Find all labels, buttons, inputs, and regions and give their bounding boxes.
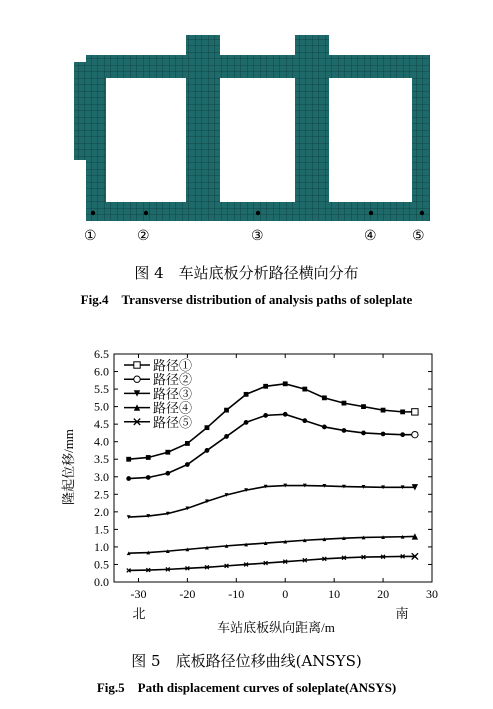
- path-point-4: [369, 211, 373, 215]
- fig4-caption-cn: 图 4 车站底板分析路径横向分布: [134, 264, 359, 282]
- data-point: [127, 477, 131, 481]
- data-point: [322, 396, 326, 400]
- path-point-3: [256, 211, 260, 215]
- data-point: [283, 412, 287, 416]
- data-point: [185, 463, 189, 467]
- data-point: [322, 425, 326, 429]
- data-point: [244, 421, 248, 425]
- y-tick-label: 6.5: [94, 347, 109, 361]
- y-tick-label: 5.5: [94, 382, 109, 397]
- data-point: [264, 384, 268, 388]
- legend-label: 路径①: [153, 358, 193, 373]
- path-label-5: ⑤: [412, 228, 425, 244]
- series-line: [129, 536, 415, 553]
- data-point: [205, 449, 209, 453]
- chart-legend: [124, 358, 192, 430]
- y-tick-label: 3.5: [94, 452, 109, 467]
- data-point: [146, 456, 150, 460]
- y-tick-label: 4.5: [94, 417, 109, 432]
- series-end-marker: [412, 409, 418, 415]
- x-tick-label: -20: [179, 587, 196, 601]
- y-tick-label: 6.0: [94, 364, 109, 379]
- data-point: [283, 382, 287, 386]
- data-point: [225, 408, 229, 412]
- y-tick-label: 2.0: [94, 504, 109, 519]
- x-tick-label: -30: [130, 587, 147, 601]
- legend-item-3: [124, 386, 192, 401]
- x-tick-label: 30: [426, 587, 438, 601]
- y-tick-label: 5.0: [94, 399, 109, 414]
- path-point-2: [144, 211, 148, 215]
- data-point: [127, 457, 131, 461]
- data-point: [303, 419, 307, 423]
- path-point-1: [91, 211, 95, 215]
- fig5-caption-cn: 图 5 底板路径位移曲线(ANSYS): [131, 652, 362, 670]
- series-line: [129, 486, 415, 518]
- y-tick-label: 1.5: [94, 522, 109, 537]
- y-tick-label: 3.0: [94, 469, 109, 484]
- north-label: 北: [132, 606, 146, 621]
- data-point: [401, 410, 405, 414]
- y-tick-label: 4.0: [94, 434, 109, 449]
- data-point: [225, 435, 229, 439]
- x-axis-label: 车站底板纵向距离/m: [217, 620, 335, 635]
- path-label-2: ②: [137, 228, 150, 244]
- data-point: [303, 387, 307, 391]
- series-end-marker: [412, 431, 418, 437]
- x-tick-label: 0: [282, 587, 289, 601]
- data-point: [166, 450, 170, 454]
- y-tick-label: 0.0: [94, 575, 109, 589]
- series-4: [127, 533, 418, 555]
- series-3: [127, 484, 418, 519]
- legend-item-2: [124, 372, 192, 387]
- y-axis-label: 隆起位移/mm: [61, 429, 76, 505]
- data-point: [381, 408, 385, 412]
- path-label-4: ④: [364, 228, 377, 244]
- y-tick-label: 2.5: [94, 487, 109, 502]
- legend-item-1: [124, 358, 192, 373]
- fig4-mesh-diagram: [0, 0, 493, 250]
- legend-item-5: [124, 415, 192, 430]
- data-point: [381, 432, 385, 436]
- legend-item-4: [124, 401, 192, 416]
- data-point: [146, 476, 150, 480]
- x-tick-label: 10: [328, 587, 341, 601]
- data-point: [362, 431, 366, 435]
- station-structure-mesh: [74, 35, 430, 221]
- y-tick-label: 1.0: [94, 539, 109, 554]
- y-tick-label: 0.5: [94, 557, 109, 572]
- fig5-caption-en: Fig.5 Path displacement curves of soleplate(ANSYS): [96, 680, 397, 695]
- fig5-displacement-chart: [0, 340, 493, 640]
- legend-marker: [134, 376, 140, 382]
- series-5: [127, 553, 418, 572]
- path-label-1: ①: [84, 228, 97, 244]
- x-tick-label: 20: [377, 587, 390, 601]
- legend-marker: [134, 362, 140, 368]
- south-label: 南: [395, 606, 409, 621]
- data-point: [166, 471, 170, 475]
- path-point-5: [420, 211, 424, 215]
- data-point: [205, 426, 209, 430]
- data-point: [401, 433, 405, 437]
- data-point: [342, 401, 346, 405]
- fig4-caption-en: Fig.4 Transverse distribution of analysis paths of soleplate: [80, 292, 413, 307]
- data-point: [185, 442, 189, 446]
- legend-label: 路径③: [153, 386, 193, 402]
- x-tick-label: -10: [228, 587, 245, 601]
- data-point: [244, 392, 248, 396]
- data-point: [264, 413, 268, 417]
- data-point: [362, 405, 366, 409]
- legend-label: 路径④: [153, 400, 193, 416]
- path-label-3: ③: [251, 228, 264, 244]
- data-point: [342, 429, 346, 433]
- series-line: [129, 556, 415, 570]
- legend-label: 路径⑤: [153, 414, 193, 430]
- legend-label: 路径②: [153, 372, 193, 388]
